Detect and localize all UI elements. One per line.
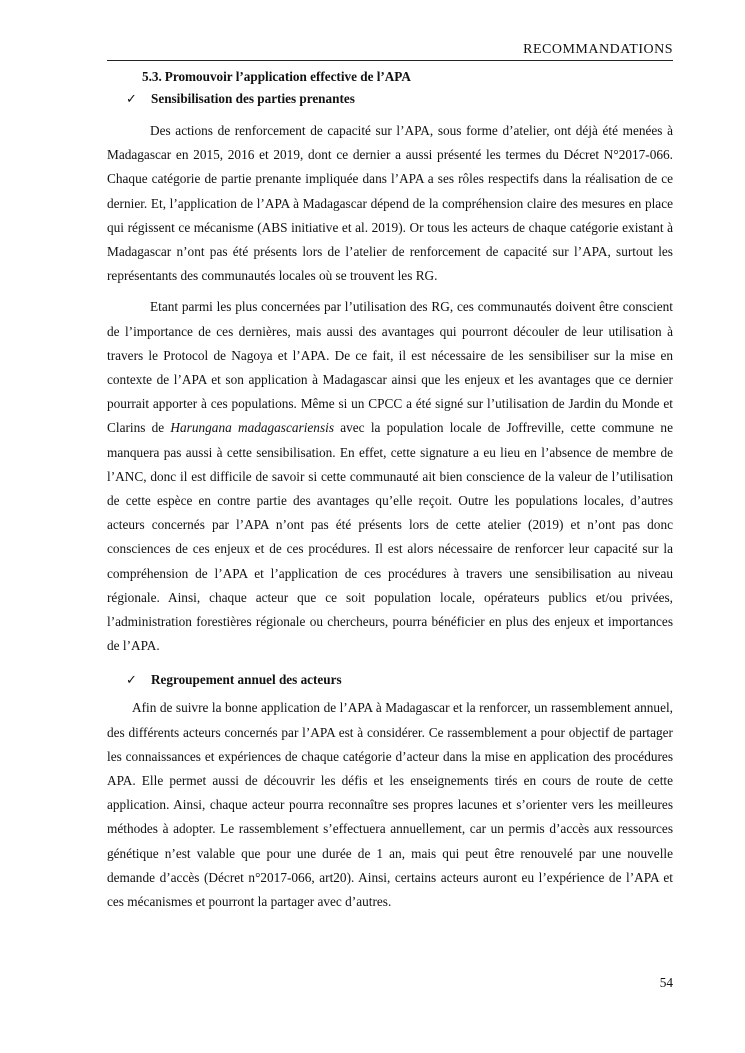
page-content [107,66,673,914]
paragraph-text: Etant parmi les plus concernées par l’utilisation des RG, ces communautés doivent être conscient de l’importance de ces dernières, mais aussi des avantages qui pourront découler de leur utilisation à travers le Protocol de Nagoya et l’APA. De ce fait, il est nécessaire de les sensibiliser sur la mise en contexte de l’APA et son application à Madagascar ainsi que les enjeux et les avantages que ce dernier pourrait apporter à ces populations. Même si un CPCC a été signé sur l’utilisation de Jardin du Monde et Clarins de [107,299,673,436]
species-name: Harungana madagascariensis [170,420,334,436]
subsection-heading-sensibilisation [107,88,673,110]
paragraph: Afin de suivre la bonne application de l’APA à Madagascar et la renforcer, un rassemblement annuel, des différents acteurs concernés par l’APA est à considérer. Ce rassemblement a pour objectif de partager les connaissances et expériences de chaque catégorie d’acteur dans la mise en application des procédures APA. Elle permet aussi de découvrir les défis et les enseignements tirés en cours de route de cette application. Ainsi, chaque acteur pourra reconnaître ses propres lacunes et s’orienter vers les meilleures méthodes à adopter. Le rassemblement s’effectuera annuellement, car un permis d’accès aux ressources génétique n’est valable que pour une durée de 1 an, mais qui peut être renouvelé par une nouvelle demande d’accès (Décret n°2017-066, art20). Ainsi, certains acteurs auront eu l’expérience de l’APA et ces mécanismes et pourront la partager avec d’autres. [107,700,673,910]
section-title: Promouvoir l’application effective de l’APA [164,69,411,84]
page-number: 54 [659,975,673,990]
checkmark-icon: ✓ [126,672,137,688]
subsection-title: Sensibilisation des parties prenantes [151,91,355,106]
section-heading [107,66,673,88]
paragraph [107,295,673,658]
paragraph-text: avec la population locale de Joffreville, cette commune ne manquera pas aussi à cette sensibilisation. En effet, cette signature a eu lieu en l’absence de membre de l’ANC, donc il est difficile de savoir si cette communauté ait bien conscience de la valeur de l’utilisation de cette espèce en contre partie des avantages qu’elle reçoit. Outre les populations locales, d’autres acteurs concernés par l’APA n’ont pas été présents lors de cette atelier (2019) et n’ont pas donc consciences de ces enjeux et de ces procédures. Il est alors nécessaire de renforcer leur capacité sur la compréhension de l’APA et l’application de ces procédures à travers une sensibilisation au niveau régionale. Ainsi, chaque acteur que ce soit population locale, opérateurs publics et/ou privées, l’administration forestières régionale ou chercheurs, pourra bénéficier en plus des enjeux et importances de l’APA. [107,420,673,654]
header-title: RECOMMANDATIONS [523,42,673,57]
paragraph: Des actions de renforcement de capacité sur l’APA, sous forme d’atelier, ont déjà été menées à Madagascar en 2015, 2016 et 2019, dont ce dernier a aussi présenté les termes du Décret N°2017-066. Chaque catégorie de partie prenante impliquée dans l’APA a ses rôles respectifs dans la réalisation de ce dernier. Et, l’application de l’APA à Madagascar dépend de la compréhension claire des mesures en place qui régissent ce mécanisme (ABS initiative et al. 2019). Or tous les acteurs de chaque catégorie existant à Madagascar n’ont pas été présents lors de l’atelier de renforcement de capacité sur l’APA, surtout les représentants des communautés locales où se trouvent les RG. [107,123,673,284]
checkmark-icon: ✓ [126,91,137,106]
running-header [107,40,673,61]
section-number: 5.3. [142,69,162,84]
subsection-heading-regroupement [107,669,673,691]
subsection-title: Regroupement annuel des acteurs [151,672,342,688]
